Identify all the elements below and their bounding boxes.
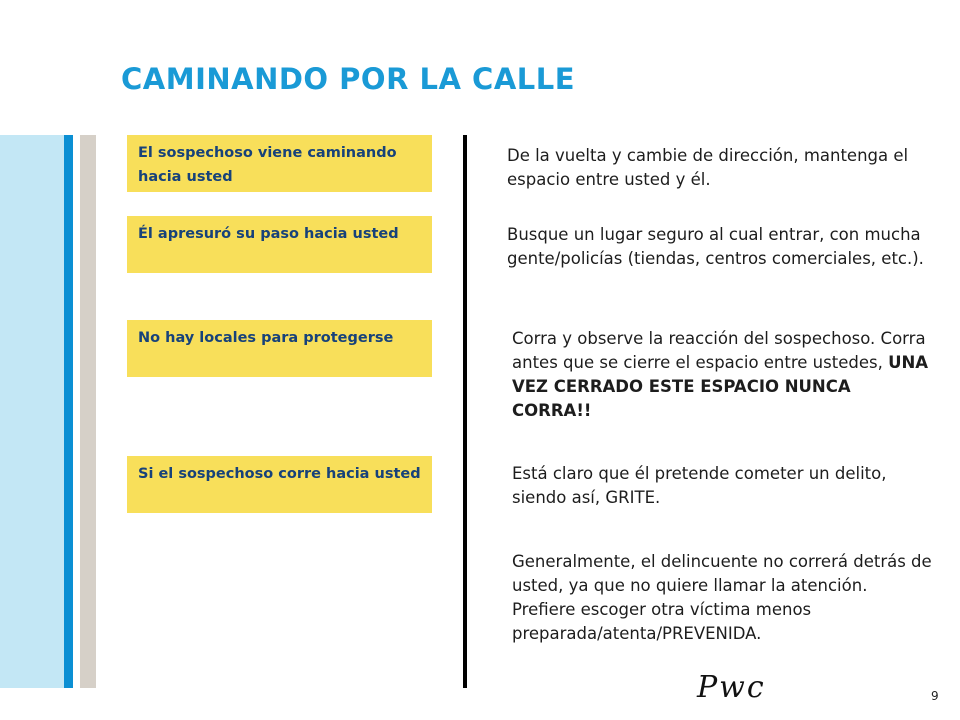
company-logo: Pwc xyxy=(697,670,766,705)
advice-emphasis: UNA VEZ CERRADO ESTE ESPACIO NUNCA CORRA!! xyxy=(512,353,929,420)
page-number: 9 xyxy=(931,689,939,703)
situation-box: Si el sospechoso corre hacia usted xyxy=(127,456,432,513)
decorative-stripe-light-blue xyxy=(0,135,64,688)
advice-text-block xyxy=(512,327,932,423)
advice-text: Busque un lugar seguro al cual entrar, con mucha gente/policías (tiendas, centros comerciales, etc.). xyxy=(507,225,924,268)
situation-box: Él apresuró su paso hacia usted xyxy=(127,216,432,273)
situation-box: El sospechoso viene caminando hacia usted xyxy=(127,135,432,192)
decorative-stripe-blue xyxy=(64,135,73,688)
situation-box: No hay locales para protegerse xyxy=(127,320,432,377)
advice-text: Está claro que él pretende cometer un delito, siendo así, GRITE. xyxy=(512,464,887,507)
slide-title: CAMINANDO POR LA CALLE xyxy=(121,62,576,96)
advice-text: Corra y observe la reacción del sospechoso. Corra antes que se cierre el espacio entre ustedes, xyxy=(512,329,926,372)
advice-text: De la vuelta y cambie de dirección, mantenga el espacio entre usted y él. xyxy=(507,146,909,189)
closing-note: Generalmente, el delincuente no correrá detrás de usted, ya que no quiere llamar la atención. Prefiere escoger otra víctima menos preparada/atenta/PREVENIDA. xyxy=(512,552,932,643)
vertical-divider xyxy=(463,135,467,688)
decorative-stripe-gray xyxy=(80,135,96,688)
